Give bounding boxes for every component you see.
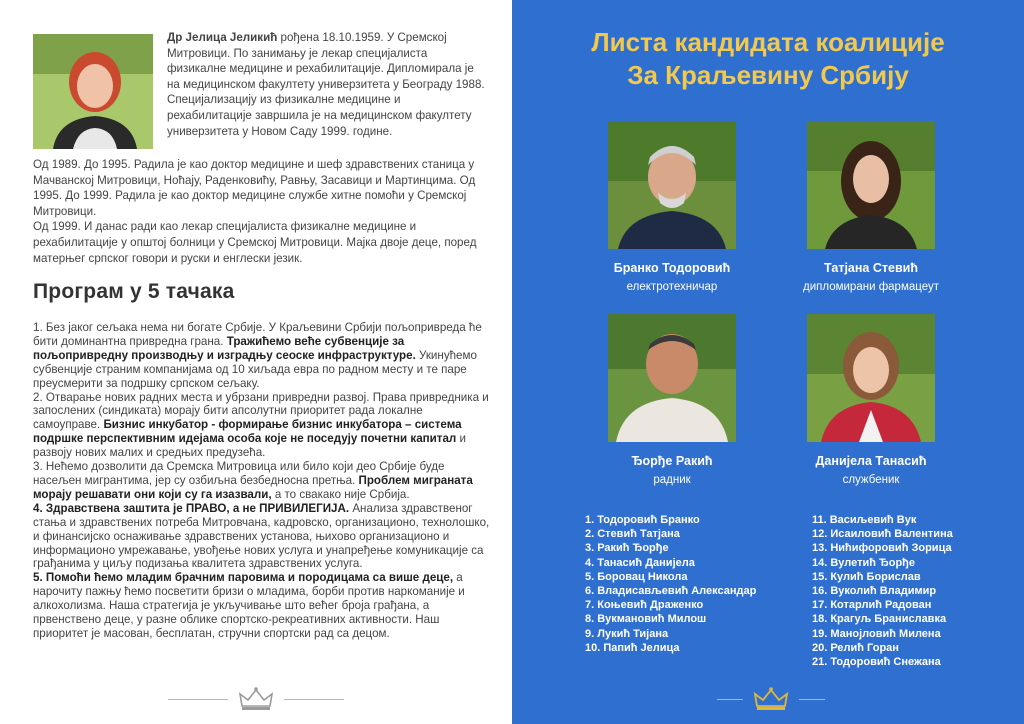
program-list bbox=[33, 321, 493, 641]
list-item: 14. Вулетић Ђорђе bbox=[812, 556, 916, 569]
list-item: 6. Владисављевић Александар bbox=[585, 585, 757, 598]
list-item: 19. Манојловић Милена bbox=[812, 627, 941, 640]
program-text: а нарочиту пажњу ћемо посветити бризи о младима, борби против наркоманије и алкохолизма. Наша стратегија је укључивање што већег броја грађана, а првенствено деце, у разне облике спортско-рекреативних активности. Наш приоритет је масован, бесплатан, стручни спортски рад са децом. bbox=[33, 571, 465, 640]
candidate-photo bbox=[807, 121, 935, 249]
candidate-role: службеник bbox=[842, 474, 900, 486]
candidate-name: Ђорђе Ракић bbox=[631, 454, 713, 468]
crown-icon bbox=[238, 686, 274, 712]
list-item: 17. Котарлић Радован bbox=[812, 599, 932, 612]
list-item: 16. Вуколић Владимир bbox=[812, 585, 937, 598]
candidate-photo bbox=[608, 314, 736, 442]
list-item: 3. Ракић Ђорђе bbox=[585, 542, 669, 555]
candidate-photo bbox=[807, 314, 935, 442]
program-text: 2. Отварање нових радних места и убрзани привредни развој. Права привредника и запослених (синдиката) морају бити апсолутни приоритет рада локалне самоуправе. bbox=[33, 390, 489, 432]
program-emphasis: Тражићемо веће субвенције за пољопривредну производњу и изградњу сеоске инфраструктуре. bbox=[33, 334, 416, 362]
list-item: 10. Папић Јелица bbox=[585, 641, 680, 654]
bio-name: Др Јелица Јеликић bbox=[167, 31, 278, 44]
list-item: 18. Крагуљ Браниславка bbox=[812, 613, 947, 626]
divider bbox=[168, 699, 228, 700]
candidate-name: Татјана Стевић bbox=[824, 261, 918, 275]
program-text: и развоју нових малих и средњих предузећа. bbox=[33, 432, 466, 460]
candidate-list-col-2 bbox=[812, 513, 953, 669]
list-item: 21. Тодоровић Снежана bbox=[812, 656, 941, 669]
candidate-name: Данијела Танасић bbox=[815, 454, 927, 468]
candidate-photo bbox=[608, 121, 736, 249]
list-item: 11. Васиљевић Вук bbox=[812, 514, 917, 526]
candidate-list-title bbox=[512, 26, 1024, 92]
footer-ornament-right bbox=[717, 686, 825, 712]
divider bbox=[284, 699, 344, 700]
footer-ornament-left bbox=[168, 686, 344, 712]
bio-paragraph: Од 1989. До 1995. Радила је као доктор медицине и шеф здравствених станица у Мачванској Митровици, Ноћају, Раденковићу, Равњу, Засавици и Мартинцима. Од 1995. До 1999. Радила је као доктор медицине службе хитне помоћи у Сремској Митровици. bbox=[33, 158, 476, 218]
divider bbox=[717, 699, 743, 700]
title-line-1: Листа кандидата коалиције bbox=[591, 27, 945, 57]
candidate-card bbox=[572, 121, 772, 293]
program-emphasis: 5. Помоћи ћемо младим брачним паровима и породицама са више деце, bbox=[33, 571, 454, 585]
program-text: Анализа здравственог стања и здравствених потреба Митровчана, кадровско, организационо, технолошко, и финансијско оснаживање здравствених установа, њихово организационо и информационо умрежавање, увођење нових услуга и унапређење комуникације са грађанима у циљу подизања квалитета здравствених услуга. bbox=[33, 501, 490, 571]
list-item: 1. Тодоровић Бранко bbox=[585, 514, 700, 526]
program-point-3 bbox=[33, 460, 493, 502]
program-text: Укинућемо субвенције страним компанијама од 10 хиљада евра по радном месту и те паре преусмерити за подршку српском сељаку. bbox=[33, 348, 477, 390]
bio-intro bbox=[167, 30, 487, 139]
list-item: 20. Релић Горан bbox=[812, 641, 899, 654]
candidate-name: Бранко Тодоровић bbox=[613, 261, 731, 275]
candidate-role: електротехничар bbox=[626, 281, 718, 293]
candidate-card bbox=[771, 314, 971, 486]
candidate-card bbox=[572, 314, 772, 486]
program-point-2 bbox=[33, 391, 493, 461]
candidate-role: дипломирани фармацеут bbox=[803, 281, 939, 293]
list-item: 12. Исаиловић Валентина bbox=[812, 528, 953, 541]
crown-icon bbox=[753, 686, 789, 712]
bio-career bbox=[33, 157, 493, 266]
candidate-role: радник bbox=[653, 474, 691, 486]
program-point-4 bbox=[33, 502, 493, 572]
list-item: 8. Вукмановић Милош bbox=[585, 613, 707, 626]
program-point-5 bbox=[33, 571, 493, 641]
program-emphasis: 4. Здравствена заштита је ПРАВО, а не ПРИВИЛЕГИЈА. bbox=[33, 501, 350, 515]
list-item: 2. Стевић Татјана bbox=[585, 528, 680, 541]
list-item: 7. Коњевић Драженко bbox=[585, 599, 704, 612]
bio-intro-text: рођена 18.10.1959. У Сремској Митровици. По занимању је лекар специјалиста физикалне медицине и рехабилитације. Дипломирала је на медицинском факултету универзитета у Београду 1988. Специјализацију из физикалне медицине и рехабилитације завршила је на медицинском факултету универзитета у Новом Саду 1999. године. bbox=[167, 31, 485, 138]
program-text: 3. Нећемо дозволити да Сремска Митровица или било који део Србије буде насељен мигрантима, јер су озбиљна безбедносна претња. bbox=[33, 460, 445, 487]
program-text: а то свакако није Србија. bbox=[271, 487, 410, 501]
portrait-jelica-jelikic bbox=[33, 34, 153, 149]
list-item: 13. Нићифоровић Зорица bbox=[812, 542, 952, 555]
list-item: 9. Лукић Тијана bbox=[585, 627, 669, 640]
program-point-1 bbox=[33, 321, 493, 391]
program-heading: Програм у 5 тачака bbox=[33, 280, 235, 303]
list-item: 4. Танасић Данијела bbox=[585, 556, 695, 569]
bio-paragraph: Од 1999. И данас ради као лекар специјалиста физикалне медицине и рехабилитације у општој болници у Сремској Митровици. Мајка двоје деце, поред матерњег српског говори и руски и енглески језик. bbox=[33, 220, 477, 265]
title-line-2: За Краљевину Србију bbox=[627, 60, 909, 90]
divider bbox=[799, 699, 825, 700]
list-item: 5. Боровац Никола bbox=[585, 570, 688, 583]
candidate-list-col-1 bbox=[585, 513, 756, 655]
program-text: 1. Без јаког сељака нема ни богате Србије. У Краљевини Србији пољопривреда ће бити доминантна привредна грана. bbox=[33, 321, 482, 348]
program-emphasis: Проблем миграната морају решавати они који су га изазвали, bbox=[33, 473, 473, 501]
program-emphasis: Бизнис инкубатор - формирање бизнис инкубатора – система подршке перспективним идејама особа које не поседују почетни капитал bbox=[33, 418, 462, 446]
list-item: 15. Кулић Борислав bbox=[812, 570, 921, 583]
candidate-card bbox=[771, 121, 971, 293]
